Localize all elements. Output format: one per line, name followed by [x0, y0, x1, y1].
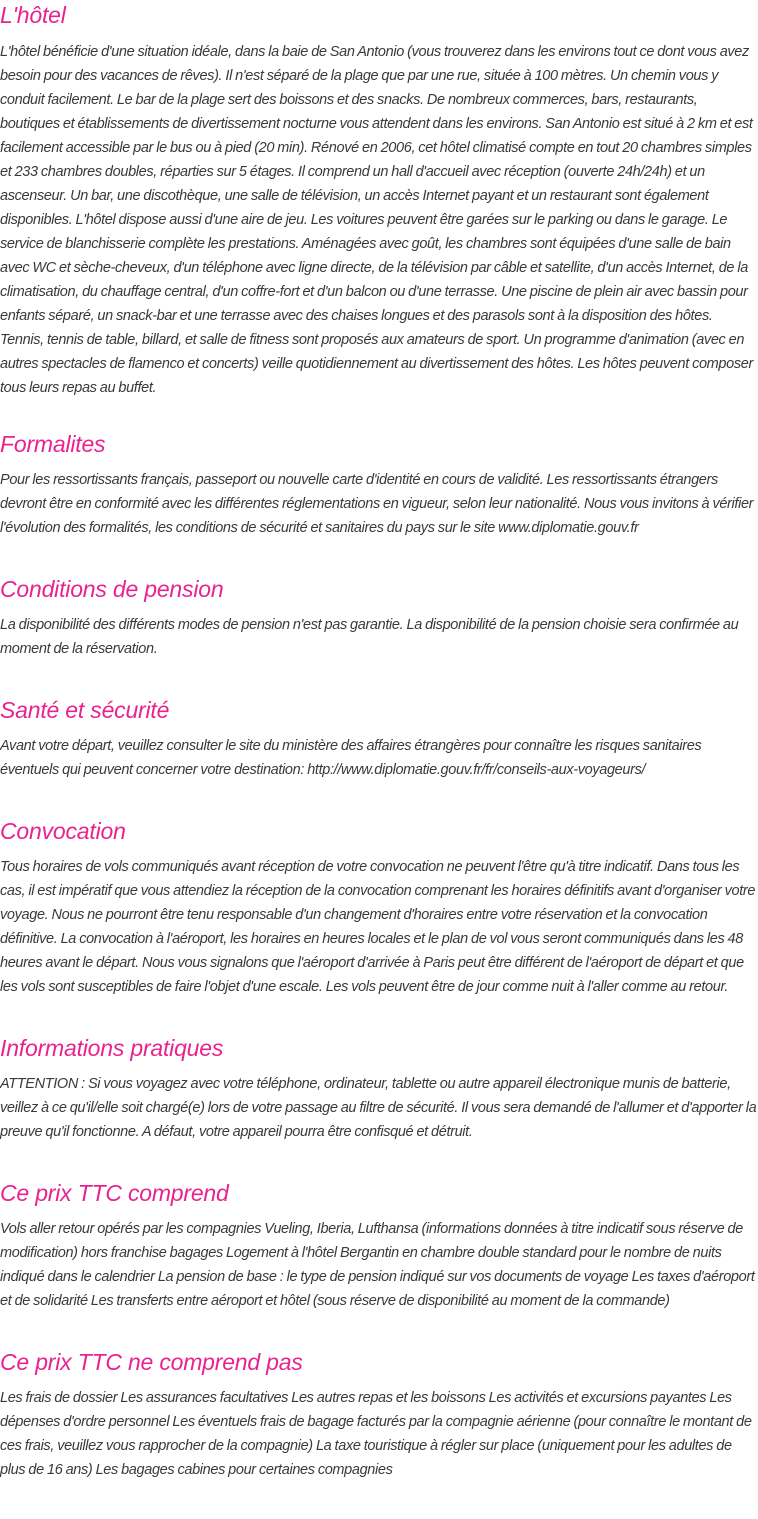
section-title-infos-pratiques: Informations pratiques	[0, 1035, 224, 1061]
section-title-hotel: L'hôtel	[0, 2, 66, 28]
section-text-convocation: Tous horaires de vols communiqués avant réception de votre convocation ne peuvent l'être qu'à titre indicatif. Dans tous les cas, il est impératif que vous attendiez la réception de la convocation comprenant les horaires définitifs avant d'organiser votre voyage. Nous ne pourront être tenu responsable d'un changement d'horaires entre votre réservation et la convocation définitive. La convocation à l'aéroport, les horaires en heures locales et le plan de vol vous seront communiqués dans les 48 heures avant le départ. Nous vous signalons que l'aéroport d'arrivée à Paris peut être différent de l'aéroport de départ et que les vols sont susceptibles de faire l'objet d'une escale. Les vols peuvent être de jour comme nuit à l'aller comme au retour.	[0, 859, 756, 995]
section-pension	[0, 575, 758, 661]
section-title-pension: Conditions de pension	[0, 576, 224, 602]
section-title-prix-comprend: Ce prix TTC comprend	[0, 1180, 229, 1206]
section-text-sante: Avant votre départ, veuillez consulter le site du ministère des affaires étrangères pour connaître les risques sanitaires éventuels qui peuvent concerner votre destination: http://www.diplomatie.gouv.fr/fr/conseils-aux-voyageurs/	[0, 738, 702, 778]
section-text-pension: La disponibilité des différents modes de pension n'est pas garantie. La disponibilité de la pension choisie sera confirmée au moment de la réservation.	[0, 617, 739, 657]
section-title-formalites: Formalites	[0, 431, 106, 457]
section-text-hotel: L'hôtel bénéficie d'une situation idéale, dans la baie de San Antonio (vous trouverez dans les environs tout ce dont vous avez besoin pour des vacances de rêves). Il n'est séparé de la plage que par une rue, située à 100 mètres. Un chemin vous y conduit facilement. Le bar de la plage sert des boissons et des snacks. De nombreux commerces, bars, restaurants, boutiques et établissements de divertissement nocturne vous attendent dans les environs. San Antonio est situé à 2 km et est facilement accessible par le bus ou à pied (20 min). Rénové en 2006, cet hôtel climatisé compte en tout 20 chambres simples et 233 chambres doubles, réparties sur 5 étages. Il comprend un hall d'accueil avec réception (ouverte 24h/24h) et un ascenseur. Un bar, une discothèque, une salle de télévision, un accès Internet payant et un restaurant sont également disponibles. L'hôtel dispose aussi d'une aire de jeu. Les voitures peuvent être garées sur le parking ou dans le garage. Le service de blanchisserie complète les prestations. Aménagées avec goût, les chambres sont équipées d'une salle de bain avec WC et sèche-cheveux, d'un téléphone avec ligne directe, de la télévision par câble et satellite, d'un accès Internet, de la climatisation, du chauffage central, d'un coffre-fort et d'un balcon ou d'une terrasse. Une piscine de plein air avec bassin pour enfants séparé, un snack-bar et une terrasse avec des chaises longues et des parasols sont à la disposition des hôtes. Tennis, tennis de table, billard, et salle de fitness sont proposés aux amateurs de sport. Un programme d'animation (avec en autres spectacles de flamenco et concerts) veille quotidiennement au divertissement des hôtes. Les hôtes peuvent composer tous leurs repas au buffet.	[0, 44, 753, 396]
section-hotel	[0, 0, 758, 400]
section-title-prix-ne-comprend: Ce prix TTC ne comprend pas	[0, 1349, 303, 1375]
section-prix-ne-comprend	[0, 1348, 758, 1482]
section-prix-comprend	[0, 1179, 758, 1313]
section-sante	[0, 696, 758, 782]
section-text-formalites: Pour les ressortissants français, passeport ou nouvelle carte d'identité en cours de validité. Les ressortissants étrangers devront être en conformité avec les différentes réglementations en vigueur, selon leur nationalité. Nous vous invitons à vérifier l'évolution des formalités, les conditions de sécurité et sanitaires du pays sur le site www.diplomatie.gouv.fr	[0, 472, 754, 536]
section-convocation	[0, 817, 758, 999]
section-text-prix-ne-comprend: Les frais de dossier Les assurances facultatives Les autres repas et les boissons Les activités et excursions payantes Les dépenses d'ordre personnel Les éventuels frais de bagage facturés par la compagnie aérienne (pour connaître le montant de ces frais, veuillez vous rapprocher de la compagnie) La taxe touristique à régler sur place (uniquement pour les adultes de plus de 16 ans) Les bagages cabines pour certaines compagnies	[0, 1390, 752, 1478]
section-formalites	[0, 430, 758, 540]
section-infos-pratiques	[0, 1034, 758, 1144]
section-text-infos-pratiques: ATTENTION : Si vous voyagez avec votre téléphone, ordinateur, tablette ou autre appareil électronique munis de batterie, veillez à ce qu'il/elle soit chargé(e) lors de votre passage au filtre de sécurité. Il vous sera demandé de l'allumer et d'apporter la preuve qu'il fonctionne. A défaut, votre appareil pourra être confisqué et détruit.	[0, 1076, 757, 1140]
section-title-sante: Santé et sécurité	[0, 697, 170, 723]
section-title-convocation: Convocation	[0, 818, 126, 844]
section-text-prix-comprend: Vols aller retour opérés par les compagnies Vueling, Iberia, Lufthansa (informations données à titre indicatif sous réserve de modification) hors franchise bagages Logement à l'hôtel Bergantin en chambre double standard pour le nombre de nuits indiqué dans le calendrier La pension de base : le type de pension indiqué sur vos documents de voyage Les taxes d'aéroport et de solidarité Les transferts entre aéroport et hôtel (sous réserve de disponibilité au moment de la commande)	[0, 1221, 755, 1309]
